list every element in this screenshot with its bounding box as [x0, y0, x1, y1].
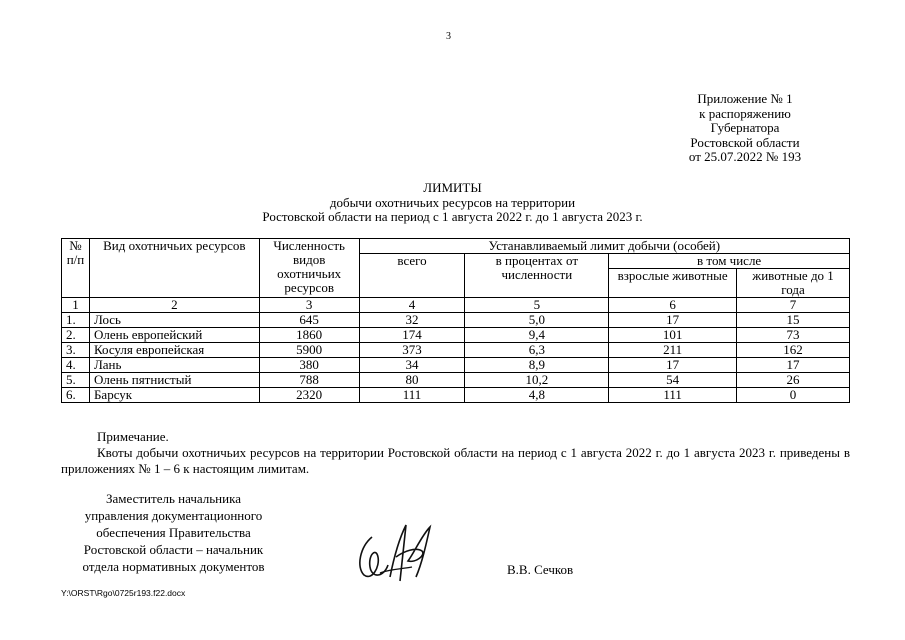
- row-number: 3.: [62, 343, 90, 358]
- header-including: в том числе: [609, 254, 850, 269]
- col-number: 2: [89, 298, 259, 313]
- population-cell: 788: [259, 373, 359, 388]
- column-number-row: [62, 298, 850, 313]
- limit-total-cell: 373: [359, 343, 465, 358]
- header-young: животные до 1 года: [737, 269, 850, 298]
- title-main: ЛИМИТЫ: [423, 180, 482, 195]
- limit-total-cell: 174: [359, 328, 465, 343]
- population-cell: 1860: [259, 328, 359, 343]
- title-line-3: Ростовской области на период с 1 августа 2022 г. до 1 августа 2023 г.: [262, 209, 643, 224]
- header-limit: Устанавливаемый лимит добычи (особей): [359, 239, 849, 254]
- appendix-header: [660, 92, 830, 165]
- handwritten-signature: [350, 517, 440, 587]
- col-number: 6: [609, 298, 737, 313]
- limit-percent-cell: 8,9: [465, 358, 609, 373]
- table-row: [62, 313, 850, 328]
- header-num: № п/п: [62, 239, 90, 298]
- appendix-line-3: Губернатора: [710, 120, 780, 135]
- adults-cell: 17: [609, 313, 737, 328]
- species-name: Лань: [89, 358, 259, 373]
- note-section: [61, 429, 850, 477]
- col-number: 4: [359, 298, 465, 313]
- signer-line-2: управления документационного: [84, 508, 263, 523]
- row-number: 1.: [62, 313, 90, 328]
- note-heading: Примечание.: [97, 429, 169, 444]
- species-name: Косуля европейская: [89, 343, 259, 358]
- title-line-2: добычи охотничьих ресурсов на территории: [329, 194, 576, 210]
- young-cell: 15: [737, 313, 850, 328]
- row-number: 2.: [62, 328, 90, 343]
- signer-line-1: Заместитель начальника: [106, 491, 241, 506]
- species-name: Олень европейский: [89, 328, 259, 343]
- signer-line-5: отдела нормативных документов: [82, 559, 265, 574]
- limit-percent-cell: 5,0: [465, 313, 609, 328]
- table-row: [62, 388, 850, 403]
- col-number: 3: [259, 298, 359, 313]
- header-adults: взрослые животные: [609, 269, 737, 298]
- col-number: 1: [62, 298, 90, 313]
- row-number: 4.: [62, 358, 90, 373]
- document-title: [200, 181, 705, 225]
- appendix-line-4: Ростовской области: [690, 134, 800, 150]
- adults-cell: 54: [609, 373, 737, 388]
- limit-percent-cell: 10,2: [465, 373, 609, 388]
- population-cell: 645: [259, 313, 359, 328]
- note-text: Квоты добычи охотничьих ресурсов на территории Ростовской области на период с 1 августа 2022 г. до 1 августа 2023 г. приведены в приложениях № 1 – 6 к настоящим лимитам.: [61, 445, 850, 476]
- limit-percent-cell: 4,8: [465, 388, 609, 403]
- limit-total-cell: 111: [359, 388, 465, 403]
- adults-cell: 211: [609, 343, 737, 358]
- signer-name: В.В. Сечков: [507, 562, 574, 577]
- species-name: Олень пятнистый: [89, 373, 259, 388]
- population-cell: 5900: [259, 343, 359, 358]
- adults-cell: 101: [609, 328, 737, 343]
- species-name: Лось: [89, 313, 259, 328]
- appendix-line-1: Приложение № 1: [697, 91, 793, 106]
- appendix-line-2: к распоряжению: [699, 105, 791, 121]
- young-cell: 17: [737, 358, 850, 373]
- adults-cell: 17: [609, 358, 737, 373]
- table-row: [62, 358, 850, 373]
- young-cell: 0: [737, 388, 850, 403]
- limit-total-cell: 34: [359, 358, 465, 373]
- population-cell: 380: [259, 358, 359, 373]
- adults-cell: 111: [609, 388, 737, 403]
- file-path: Y:\ORST\Rgo\0725r193.f22.docx: [61, 588, 186, 598]
- row-number: 6.: [62, 388, 90, 403]
- limit-percent-cell: 9,4: [465, 328, 609, 343]
- col-number: 7: [737, 298, 850, 313]
- limit-percent-cell: 6,3: [465, 343, 609, 358]
- population-cell: 2320: [259, 388, 359, 403]
- species-name: Барсук: [89, 388, 259, 403]
- limit-total-cell: 32: [359, 313, 465, 328]
- col-number: 5: [465, 298, 609, 313]
- header-total: всего: [359, 254, 465, 298]
- row-number: 5.: [62, 373, 90, 388]
- young-cell: 162: [737, 343, 850, 358]
- table-row: [62, 373, 850, 388]
- appendix-line-5: от 25.07.2022 № 193: [688, 149, 802, 164]
- header-percent: в процентах от численности: [465, 254, 609, 298]
- signer-line-4: Ростовской области – начальник: [83, 542, 264, 557]
- signer-position: [61, 490, 286, 575]
- header-species: Вид охотничьих ресурсов: [89, 239, 259, 298]
- table-row: [62, 328, 850, 343]
- young-cell: 26: [737, 373, 850, 388]
- page-number: 3: [446, 31, 451, 42]
- limit-total-cell: 80: [359, 373, 465, 388]
- table-body: [62, 298, 850, 403]
- limits-table: [61, 238, 850, 403]
- table-row: [62, 343, 850, 358]
- signer-line-3: обеспечения Правительства: [96, 525, 251, 540]
- young-cell: 73: [737, 328, 850, 343]
- header-population: Численность видов охотничьих ресурсов: [259, 239, 359, 298]
